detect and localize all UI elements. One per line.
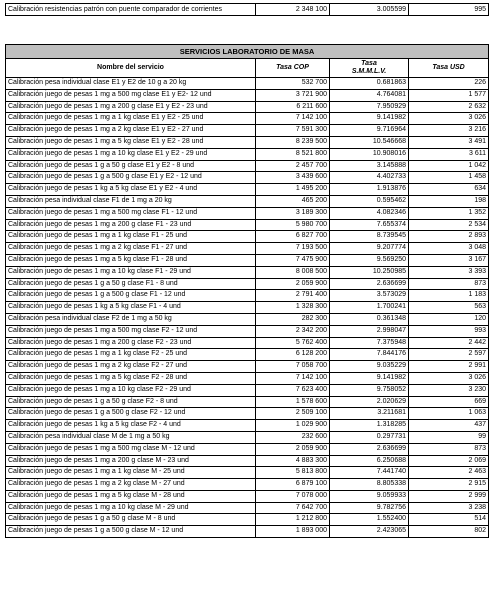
service-name-cell: Calibración juego de pesas 1 mg a 2 kg clase F1 - 27 und <box>6 243 256 255</box>
cop-cell: 7 142 100 <box>256 372 330 384</box>
table-row <box>6 78 489 90</box>
service-name-cell: Calibración juego de pesas 1 mg a 10 kg clase F2 - 29 und <box>6 384 256 396</box>
usd-cell: 993 <box>409 325 489 337</box>
table-row <box>6 514 489 526</box>
usd-cell: 1 063 <box>409 408 489 420</box>
usd-cell: 437 <box>409 420 489 432</box>
table-row <box>6 113 489 125</box>
smmlv-cell: 9.207774 <box>330 243 409 255</box>
header-cop: Tasa COP <box>256 59 330 78</box>
table-row <box>6 372 489 384</box>
service-name-cell: Calibración juego de pesas 1 mg a 1 kg clase E1 y E2 - 25 und <box>6 113 256 125</box>
usd-cell: 2 463 <box>409 467 489 479</box>
cop-cell: 6 827 700 <box>256 231 330 243</box>
table-row <box>6 243 489 255</box>
cop-cell: 282 300 <box>256 313 330 325</box>
cop-cell: 2 791 400 <box>256 290 330 302</box>
service-name-cell: Calibración juego de pesas 1 mg a 200 g clase F1 - 23 und <box>6 219 256 231</box>
table-row <box>6 431 489 443</box>
service-rows <box>6 78 489 538</box>
usd-cell: 2 893 <box>409 231 489 243</box>
table-row <box>6 89 489 101</box>
service-name-cell: Calibración juego de pesas 1 mg a 5 kg clase F1 - 28 und <box>6 254 256 266</box>
service-name-cell: Calibración juego de pesas 1 mg a 2 kg clase M - 27 und <box>6 479 256 491</box>
header-smmlv <box>330 59 409 78</box>
smmlv-cell: 9.782756 <box>330 502 409 514</box>
usd-cell: 226 <box>409 78 489 90</box>
smmlv-cell: 4.764081 <box>330 89 409 101</box>
cop-cell: 5 762 400 <box>256 337 330 349</box>
table-row <box>6 4 489 16</box>
cop-cell: 1 893 000 <box>256 526 330 538</box>
smmlv-cell: 7.655374 <box>330 219 409 231</box>
cop-cell: 7 142 100 <box>256 113 330 125</box>
smmlv-cell: 3.211681 <box>330 408 409 420</box>
usd-cell: 1 577 <box>409 89 489 101</box>
service-name-cell: Calibración juego de pesas 1 g a 500 g clase F1 - 12 und <box>6 290 256 302</box>
usd-cell: 3 167 <box>409 254 489 266</box>
service-name-cell: Calibración juego de pesas 1 mg a 1 kg clase M - 25 und <box>6 467 256 479</box>
cop-cell: 1 328 300 <box>256 302 330 314</box>
usd-cell: 2 999 <box>409 490 489 502</box>
service-name-cell: Calibración juego de pesas 1 mg a 5 kg clase M - 28 und <box>6 490 256 502</box>
smmlv-cell: 6.250688 <box>330 455 409 467</box>
cop-cell: 1 578 600 <box>256 396 330 408</box>
table-row <box>6 207 489 219</box>
cop-cell: 1 495 200 <box>256 184 330 196</box>
smmlv-cell: 1.913876 <box>330 184 409 196</box>
usd-cell: 3 026 <box>409 113 489 125</box>
section-title-row <box>6 45 489 59</box>
usd-cell: 2 534 <box>409 219 489 231</box>
service-name-cell: Calibración juego de pesas 1 mg a 5 kg clase E1 y E2 - 28 und <box>6 136 256 148</box>
cop-cell: 4 883 300 <box>256 455 330 467</box>
service-name-cell: Calibración juego de pesas 1 mg a 10 kg clase M - 29 und <box>6 502 256 514</box>
table-row <box>6 420 489 432</box>
table-row <box>6 467 489 479</box>
cop-cell: 8 008 500 <box>256 266 330 278</box>
table-row <box>6 443 489 455</box>
cop-cell: 6 211 600 <box>256 101 330 113</box>
usd-cell: 669 <box>409 396 489 408</box>
usd-cell: 802 <box>409 526 489 538</box>
usd-cell: 1 042 <box>409 160 489 172</box>
top-continuation-table <box>5 3 489 16</box>
service-name-cell: Calibración juego de pesas 1 mg a 2 kg clase F2 - 27 und <box>6 361 256 373</box>
cop-cell: 232 600 <box>256 431 330 443</box>
cop-cell: 2 059 900 <box>256 278 330 290</box>
header-smmlv-line1: Tasa <box>361 60 377 67</box>
cop-cell: 7 058 700 <box>256 361 330 373</box>
service-name-cell: Calibración pesa individual clase F1 de 1 mg a 20 kg <box>6 195 256 207</box>
table-row <box>6 361 489 373</box>
service-name-cell: Calibración juego de pesas 1 mg a 2 kg clase E1 y E2 - 27 und <box>6 125 256 137</box>
cop-cell: 7 642 700 <box>256 502 330 514</box>
cop-cell: 7 591 300 <box>256 125 330 137</box>
smmlv-cell: 2.636699 <box>330 443 409 455</box>
smmlv-cell: 7.441740 <box>330 467 409 479</box>
service-name-cell: Calibración resistencias patrón con puente comparador de corrientes <box>6 4 256 16</box>
service-name-cell: Calibración juego de pesas 1 mg a 5 kg clase F2 - 28 und <box>6 372 256 384</box>
usd-cell: 2 442 <box>409 337 489 349</box>
smmlv-cell: 8.805338 <box>330 479 409 491</box>
smmlv-cell: 3.573029 <box>330 290 409 302</box>
usd-cell: 198 <box>409 195 489 207</box>
service-name-cell: Calibración juego de pesas 1 g a 50 g clase F2 - 8 und <box>6 396 256 408</box>
cop-cell: 7 193 500 <box>256 243 330 255</box>
table-row <box>6 101 489 113</box>
table-row <box>6 290 489 302</box>
mass-laboratory-table <box>5 44 489 538</box>
usd-cell: 3 048 <box>409 243 489 255</box>
smmlv-cell: 7.844176 <box>330 349 409 361</box>
table-row <box>6 184 489 196</box>
table-row <box>6 136 489 148</box>
usd-cell: 2 915 <box>409 479 489 491</box>
cop-cell: 2 509 100 <box>256 408 330 420</box>
smmlv-cell: 0.361348 <box>330 313 409 325</box>
usd-cell: 99 <box>409 431 489 443</box>
header-smmlv-line2: S.M.M.L.V. <box>351 68 387 75</box>
usd-cell: 3 026 <box>409 372 489 384</box>
smmlv-cell: 9.035229 <box>330 361 409 373</box>
table-row <box>6 266 489 278</box>
header-service-name: Nombre del servicio <box>6 59 256 78</box>
service-name-cell: Calibración juego de pesas 1 mg a 500 mg clase E1 y E2- 12 und <box>6 89 256 101</box>
table-row <box>6 455 489 467</box>
table-row <box>6 396 489 408</box>
header-usd: Tasa USD <box>409 59 489 78</box>
table-row <box>6 219 489 231</box>
service-name-cell: Calibración juego de pesas 1 g a 500 g clase M - 12 und <box>6 526 256 538</box>
service-name-cell: Calibración pesa individual clase F2 de 1 mg a 50 kg <box>6 313 256 325</box>
service-name-cell: Calibración juego de pesas 1 kg a 5 kg clase E1 y E2 - 4 und <box>6 184 256 196</box>
usd-cell: 1 352 <box>409 207 489 219</box>
usd-cell: 120 <box>409 313 489 325</box>
usd-cell: 873 <box>409 443 489 455</box>
smmlv-cell: 9.059933 <box>330 490 409 502</box>
table-row <box>6 313 489 325</box>
cop-cell: 1 212 800 <box>256 514 330 526</box>
table-row <box>6 337 489 349</box>
smmlv-cell: 2.423065 <box>330 526 409 538</box>
usd-cell: 563 <box>409 302 489 314</box>
usd-cell: 3 216 <box>409 125 489 137</box>
smmlv-cell: 9.758052 <box>330 384 409 396</box>
table-row <box>6 148 489 160</box>
table-row <box>6 408 489 420</box>
cop-cell: 3 189 300 <box>256 207 330 219</box>
cop-cell: 532 700 <box>256 78 330 90</box>
service-name-cell: Calibración juego de pesas 1 mg a 500 mg clase F2 - 12 und <box>6 325 256 337</box>
service-name-cell: Calibración juego de pesas 1 g a 50 g clase F1 - 8 und <box>6 278 256 290</box>
table-row <box>6 479 489 491</box>
smmlv-cell: 8.739545 <box>330 231 409 243</box>
section-title: SERVICIOS LABORATORIO DE MASA <box>6 45 489 59</box>
service-name-cell: Calibración juego de pesas 1 mg a 1 kg clase F1 - 25 und <box>6 231 256 243</box>
smmlv-cell: 9.716964 <box>330 125 409 137</box>
service-name-cell: Calibración juego de pesas 1 g a 500 g clase E1 y E2 - 12 und <box>6 172 256 184</box>
service-name-cell: Calibración juego de pesas 1 mg a 10 kg clase E1 y E2 - 29 und <box>6 148 256 160</box>
smmlv-cell: 10.250985 <box>330 266 409 278</box>
service-name-cell: Calibración juego de pesas 1 kg a 5 kg clase F1 - 4 und <box>6 302 256 314</box>
table-row <box>6 195 489 207</box>
service-name-cell: Calibración juego de pesas 1 g a 50 g clase E1 y E2 - 8 und <box>6 160 256 172</box>
cop-cell: 7 078 000 <box>256 490 330 502</box>
cop-cell: 6 879 100 <box>256 479 330 491</box>
smmlv-cell: 0.681863 <box>330 78 409 90</box>
cop-cell: 465 200 <box>256 195 330 207</box>
usd-cell: 514 <box>409 514 489 526</box>
service-name-cell: Calibración juego de pesas 1 g a 500 g clase F2 - 12 und <box>6 408 256 420</box>
smmlv-cell: 10.546668 <box>330 136 409 148</box>
smmlv-cell: 0.595462 <box>330 195 409 207</box>
usd-cell: 1 183 <box>409 290 489 302</box>
table-row <box>6 302 489 314</box>
smmlv-cell: 1.552400 <box>330 514 409 526</box>
smmlv-cell: 9.141982 <box>330 113 409 125</box>
smmlv-cell: 9.141982 <box>330 372 409 384</box>
usd-cell: 2 597 <box>409 349 489 361</box>
cop-cell: 8 239 500 <box>256 136 330 148</box>
cop-cell: 6 128 200 <box>256 349 330 361</box>
smmlv-cell: 2.636699 <box>330 278 409 290</box>
usd-cell: 2 632 <box>409 101 489 113</box>
cop-cell: 5 813 800 <box>256 467 330 479</box>
smmlv-cell: 0.297731 <box>330 431 409 443</box>
service-name-cell: Calibración juego de pesas 1 g a 50 g clase M - 8 und <box>6 514 256 526</box>
smmlv-cell: 3.145888 <box>330 160 409 172</box>
cop-cell: 2 059 900 <box>256 443 330 455</box>
smmlv-cell: 4.082346 <box>330 207 409 219</box>
smmlv-cell: 3.005599 <box>330 4 409 16</box>
usd-cell: 3 230 <box>409 384 489 396</box>
usd-cell: 3 238 <box>409 502 489 514</box>
service-name-cell: Calibración pesa individual clase M de 1 mg a 50 kg <box>6 431 256 443</box>
table-row <box>6 526 489 538</box>
table-row <box>6 490 489 502</box>
table-row <box>6 384 489 396</box>
usd-cell: 995 <box>409 4 489 16</box>
service-name-cell: Calibración juego de pesas 1 mg a 200 g clase E1 y E2 - 23 und <box>6 101 256 113</box>
column-header-row <box>6 59 489 78</box>
cop-cell: 2 348 100 <box>256 4 330 16</box>
table-row <box>6 160 489 172</box>
usd-cell: 634 <box>409 184 489 196</box>
smmlv-cell: 2.998047 <box>330 325 409 337</box>
smmlv-cell: 4.402733 <box>330 172 409 184</box>
table-row <box>6 325 489 337</box>
table-row <box>6 502 489 514</box>
table-row <box>6 254 489 266</box>
cop-cell: 7 623 400 <box>256 384 330 396</box>
cop-cell: 7 475 900 <box>256 254 330 266</box>
usd-cell: 3 611 <box>409 148 489 160</box>
table-row <box>6 278 489 290</box>
service-name-cell: Calibración pesa individual clase E1 y E2 de 10 g a 20 kg <box>6 78 256 90</box>
usd-cell: 3 491 <box>409 136 489 148</box>
service-name-cell: Calibración juego de pesas 1 mg a 200 g clase F2 - 23 und <box>6 337 256 349</box>
cop-cell: 2 457 700 <box>256 160 330 172</box>
usd-cell: 3 393 <box>409 266 489 278</box>
table-row <box>6 172 489 184</box>
cop-cell: 3 721 900 <box>256 89 330 101</box>
cop-cell: 5 980 700 <box>256 219 330 231</box>
smmlv-cell: 2.020629 <box>330 396 409 408</box>
usd-cell: 2 069 <box>409 455 489 467</box>
service-name-cell: Calibración juego de pesas 1 kg a 5 kg clase F2 - 4 und <box>6 420 256 432</box>
usd-cell: 873 <box>409 278 489 290</box>
usd-cell: 1 458 <box>409 172 489 184</box>
table-row <box>6 125 489 137</box>
service-name-cell: Calibración juego de pesas 1 mg a 1 kg clase F2 - 25 und <box>6 349 256 361</box>
smmlv-cell: 10.908016 <box>330 148 409 160</box>
smmlv-cell: 9.569250 <box>330 254 409 266</box>
usd-cell: 2 991 <box>409 361 489 373</box>
service-name-cell: Calibración juego de pesas 1 mg a 500 mg clase M - 12 und <box>6 443 256 455</box>
smmlv-cell: 1.318285 <box>330 420 409 432</box>
service-name-cell: Calibración juego de pesas 1 mg a 200 g clase M - 23 und <box>6 455 256 467</box>
cop-cell: 1 029 900 <box>256 420 330 432</box>
smmlv-cell: 1.700241 <box>330 302 409 314</box>
table-row <box>6 231 489 243</box>
smmlv-cell: 7.375948 <box>330 337 409 349</box>
cop-cell: 2 342 200 <box>256 325 330 337</box>
table-row <box>6 349 489 361</box>
cop-cell: 3 439 600 <box>256 172 330 184</box>
service-name-cell: Calibración juego de pesas 1 mg a 10 kg clase F1 - 29 und <box>6 266 256 278</box>
smmlv-cell: 7.950929 <box>330 101 409 113</box>
service-name-cell: Calibración juego de pesas 1 mg a 500 mg clase F1 - 12 und <box>6 207 256 219</box>
cop-cell: 8 521 800 <box>256 148 330 160</box>
